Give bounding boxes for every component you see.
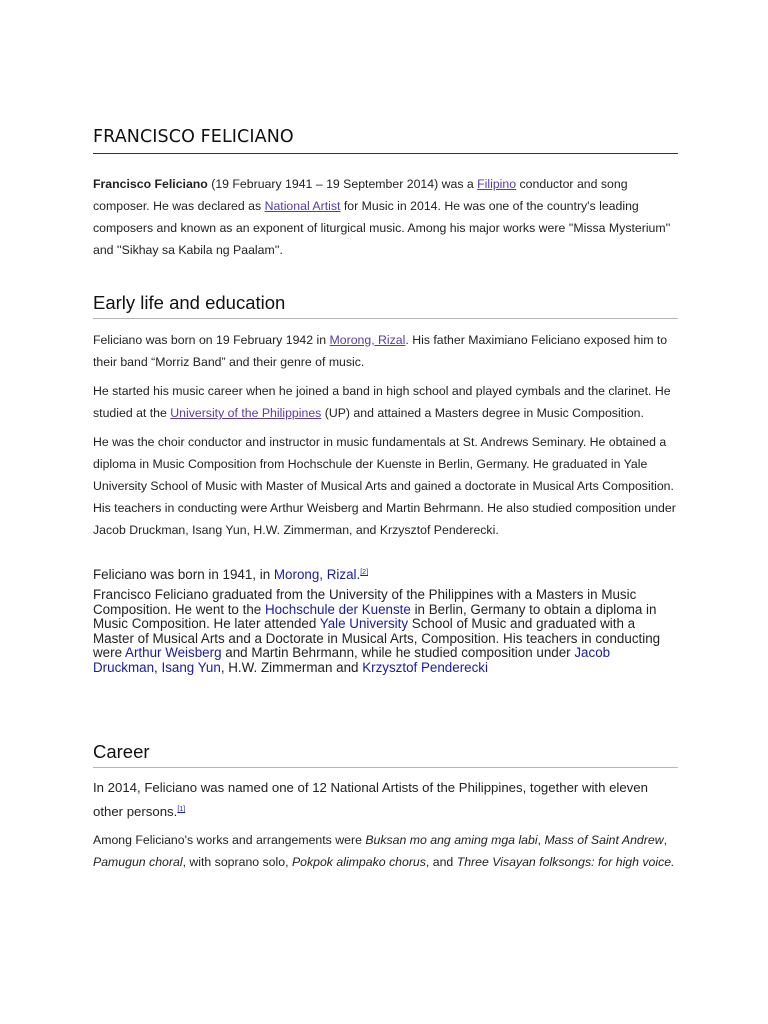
text: for Music in 2014. He was one of the country's leading composers and known as an exponent of liturgical music. Among his major works were ''Missa Mysterium'' and ''Sikhay sa Kabila ng Paalam''. <box>93 199 671 257</box>
heading-career: Career <box>93 741 678 768</box>
link-filipino[interactable]: Filipino <box>477 177 517 191</box>
work-title: Mass of Saint Andrew <box>544 833 664 847</box>
early-paragraph-1 <box>93 329 678 373</box>
heading-early-life: Early life and education <box>93 292 678 319</box>
text: , <box>663 833 668 847</box>
text: , <box>154 659 162 675</box>
early-paragraph-2 <box>93 380 678 424</box>
reference-2[interactable]: [2] <box>360 569 369 576</box>
reference-1[interactable]: [1] <box>177 806 186 813</box>
text: (UP) and attained a Masters degree in Music Composition. <box>321 406 644 420</box>
career-paragraph-2 <box>93 829 678 873</box>
link-morong-rizal-2[interactable]: Morong, Rizal <box>273 567 357 582</box>
text: (19 February 1941 – 19 September 2014) was a <box>207 177 478 191</box>
text: , <box>537 833 545 847</box>
link-yale-university[interactable]: Yale University <box>319 616 409 632</box>
link-jacob-druckman[interactable]: Jacob Druckman <box>93 645 611 675</box>
text: in Berlin, Germany to obtain a diploma in Music Composition. He later attended <box>93 601 657 632</box>
page-title: FRANCISCO FELICIANO <box>93 127 678 154</box>
text: , with soprano solo, <box>182 855 292 869</box>
text: . <box>356 567 361 582</box>
link-isang-yun[interactable]: Isang Yun <box>161 659 221 675</box>
link-arthur-weisberg[interactable]: Arthur Weisberg <box>125 645 222 661</box>
text: Feliciano was born in 1941, in <box>93 567 274 582</box>
text: . His father Maximiano Feliciano exposed him to their band “Morriz Band” and their genre of music. <box>93 333 668 369</box>
career-paragraph-1 <box>93 777 678 823</box>
link-national-artist[interactable]: National Artist <box>264 199 341 213</box>
text: Feliciano was born on 19 February 1942 in <box>93 333 330 347</box>
work-title: Buksan mo ang aming mga labi <box>365 833 538 847</box>
text: Among Feliciano's works and arrangements were <box>93 833 366 847</box>
text: In 2014, Feliciano was named one of 12 National Artists of the Philippines, together with eleven other persons. <box>93 780 648 819</box>
early-paragraph-5 <box>93 588 678 676</box>
work-title: Pamugun choral <box>93 855 183 869</box>
link-hochschule[interactable]: Hochschule der Kuenste <box>264 601 411 617</box>
text: , and <box>425 855 457 869</box>
subject-name: Francisco Feliciano <box>93 177 208 191</box>
text: conductor and song composer. He was declared as <box>93 177 628 213</box>
early-paragraph-4 <box>93 566 678 583</box>
text: and Martin Behrmann, while he studied composition under <box>221 645 575 661</box>
text: He started his music career when he joined a band in high school and played cymbals and the clarinet. He studied at the <box>93 384 671 420</box>
link-university-of-the-philippines[interactable]: University of the Philippines <box>170 406 322 420</box>
work-title: Three Visayan folksongs: for high voice. <box>456 855 675 869</box>
link-krzysztof-penderecki[interactable]: Krzysztof Penderecki <box>362 659 488 675</box>
work-title: Pokpok alimpako chorus <box>291 855 426 869</box>
link-morong-rizal[interactable]: Morong, Rizal <box>329 333 406 347</box>
text: , H.W. Zimmerman and <box>220 659 363 675</box>
intro-paragraph <box>93 173 678 261</box>
text: School of Music and graduated with a Master of Musical Arts and a Doctorate in Musical Arts, Composition. His teachers in conducting were <box>93 616 661 661</box>
text: Francisco Feliciano graduated from the University of the Philippines with a Masters in Music Composition. He went to the <box>93 587 637 617</box>
early-paragraph-3: He was the choir conductor and instructor in music fundamentals at St. Andrews Seminary. He obtained a diploma in Music Composition from Hochschule der Kuenste in Berlin, Germany. He graduated in Yale University School of Music with Master of Musical Arts and gained a doctorate in Musical Arts Composition. His teachers in conducting were Arthur Weisberg and Martin Behrmann. He also studied composition under Jacob Druckman, Isang Yun, H.W. Zimmerman, and Krzysztof Penderecki. <box>93 435 676 537</box>
